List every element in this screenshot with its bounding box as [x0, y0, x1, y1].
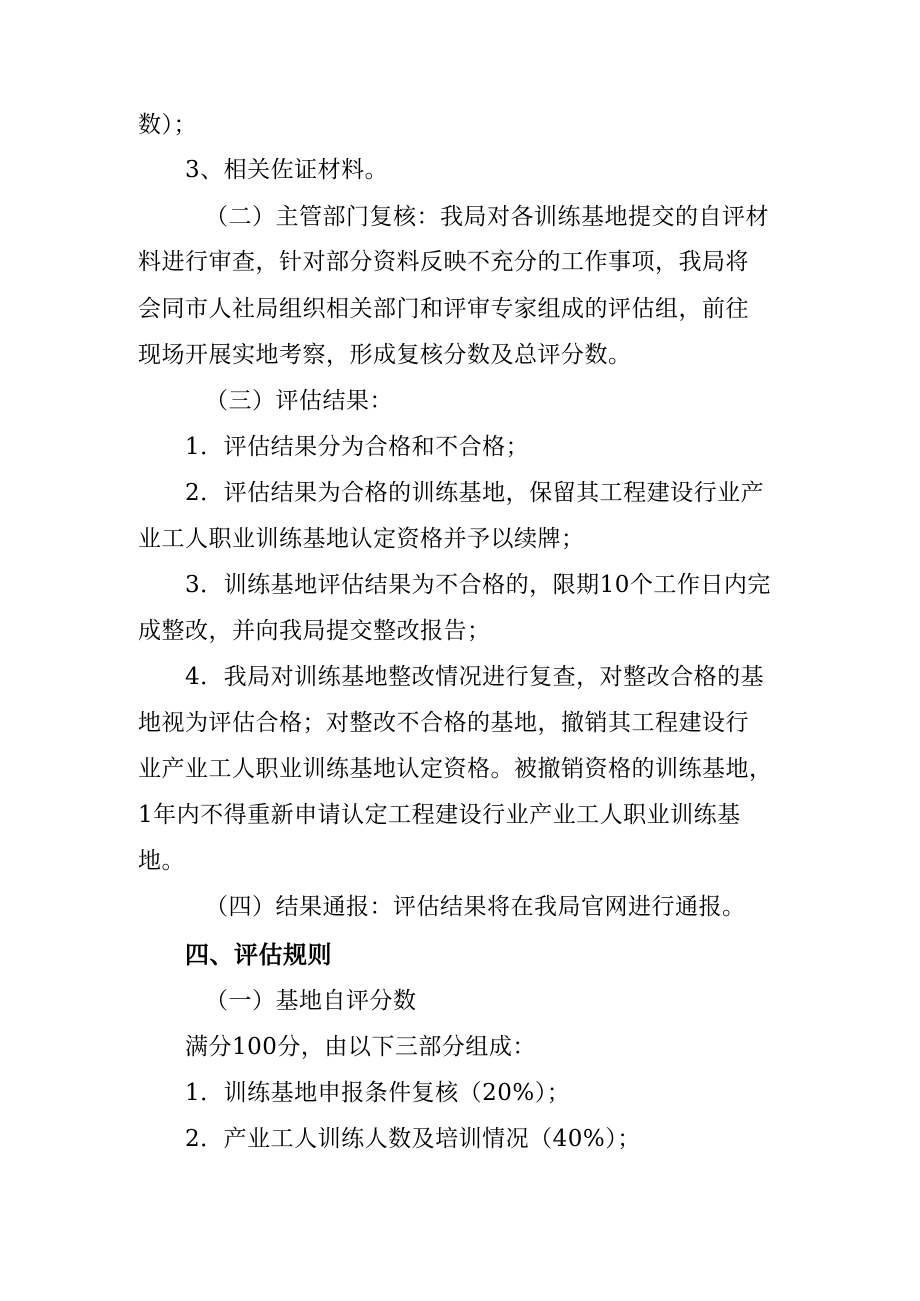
text-line-23: 2．产业工人训练人数及培训情况（40%）； — [185, 1126, 641, 1152]
text-line-1: 数）； — [138, 112, 197, 138]
text-line-5: 会同市人社局组织相关部门和评审专家组成的评估组，前往 — [138, 296, 749, 322]
text-line-17: 地。 — [138, 848, 185, 874]
text-line-11: 3．训练基地评估结果为不合格的，限期10个工作日内完 — [185, 572, 771, 598]
text-line-7: （三）评估结果： — [205, 388, 393, 414]
text-line-2: 3、相关佐证材料。 — [185, 157, 389, 183]
text-line-16: 1年内不得重新申请认定工程建设行业产业工人职业训练基 — [138, 802, 741, 828]
section-heading: 四、评估规则 — [185, 941, 332, 969]
text-line-4: 料进行审查，针对部分资料反映不充分的工作事项，我局将 — [138, 249, 749, 275]
text-line-8: 1．评估结果分为合格和不合格； — [185, 434, 530, 460]
text-line-14: 地视为评估合格；对整改不合格的基地，撤销其工程建设行 — [138, 710, 749, 736]
text-line-15: 业产业工人职业训练基地认定资格。被撤销资格的训练基地， — [138, 756, 773, 782]
text-line-18: （四）结果通报：评估结果将在我局官网进行通报。 — [205, 894, 746, 920]
text-line-22: 1．训练基地申报条件复核（20%）； — [185, 1080, 571, 1106]
text-line-9: 2．评估结果为合格的训练基地，保留其工程建设行业产 — [185, 480, 765, 506]
text-line-21: 满分100分，由以下三部分组成： — [185, 1034, 536, 1060]
text-line-12: 成整改，并向我局提交整改报告； — [138, 618, 491, 644]
text-line-6: 现场开展实地考察，形成复核分数及总评分数。 — [138, 342, 632, 368]
text-line-20: （一）基地自评分数 — [205, 988, 417, 1014]
text-line-3: （二）主管部门复核：我局对各训练基地提交的自评材 — [205, 204, 769, 230]
text-line-13: 4．我局对训练基地整改情况进行复查，对整改合格的基 — [185, 664, 765, 690]
text-line-10: 业工人职业训练基地认定资格并予以续牌； — [138, 526, 585, 552]
